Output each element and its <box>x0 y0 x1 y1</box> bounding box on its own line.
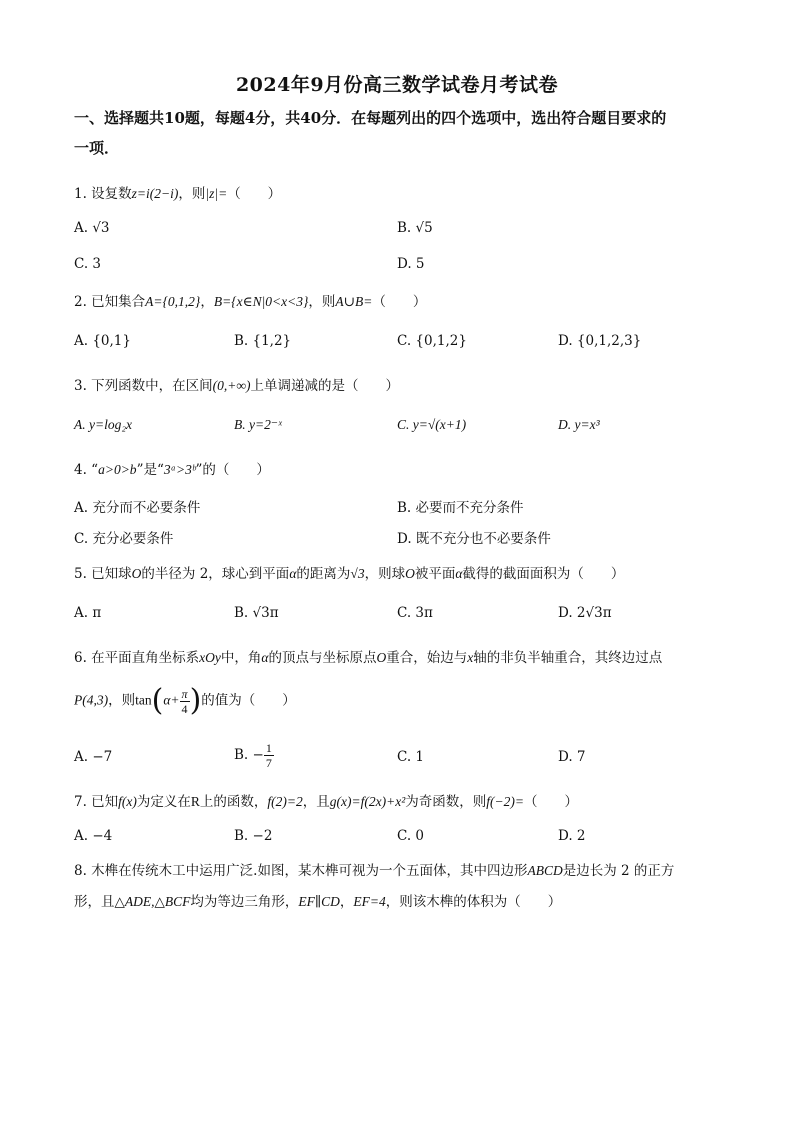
q5-option-c: C. 3π <box>397 605 433 621</box>
q2-union: A∪B= <box>335 294 373 309</box>
question-7-stem <box>74 790 734 810</box>
q5-o2: O <box>405 566 415 581</box>
q3-text-post: 上单调递减的是（ ） <box>250 378 400 394</box>
q5-text-b: 的距离为 <box>296 566 351 582</box>
q6-o: O <box>376 650 387 665</box>
q2-set-b: B={x∈N|0<x<3} <box>213 294 309 309</box>
q5-option-d: D. 2√3π <box>558 605 612 621</box>
q1-option-b: B. √5 <box>397 220 433 236</box>
q1-text-post: （ ） <box>227 186 282 202</box>
question-8-stem-line2 <box>74 890 734 910</box>
question-4-stem <box>74 458 734 478</box>
q6-text-post: 轴的非负半轴重合，其终边过点 <box>473 650 663 666</box>
q6-option-b-den: 7 <box>265 756 272 770</box>
q6-paren-left: ( <box>151 683 164 718</box>
q6-option-a: A. −7 <box>74 749 113 765</box>
q8-parallel: EF∥CD <box>298 894 340 909</box>
q4-text-pre: 4. “ <box>74 462 99 478</box>
q1-text-mid: ，则 <box>178 186 206 202</box>
q7-option-b: B. −2 <box>234 828 273 844</box>
q6-xoy: xOy <box>199 650 221 665</box>
q5-option-b: B. √3π <box>234 605 279 621</box>
q7-gx: g(x)=f(2x)+x² <box>329 794 406 809</box>
q1-expr: z=i(2−i) <box>131 186 179 201</box>
q5-text-d: 被平面 <box>414 566 456 582</box>
q4-cond2: 3ᵃ>3ᵇ <box>163 462 196 477</box>
q7-fx: f(x) <box>118 794 137 809</box>
question-1-stem <box>74 182 734 202</box>
q6-option-b-label: B. − <box>234 747 264 763</box>
q2-set-a: A={0,1,2} <box>145 294 201 309</box>
q2-text-pre: 2. 已知集合 <box>74 294 146 310</box>
q6-option-b <box>234 741 274 770</box>
q7-option-d: D. 2 <box>558 828 586 844</box>
q5-o1: O <box>131 566 142 581</box>
q7-option-a: A. −4 <box>74 828 113 844</box>
q3-text-pre: 3. 下列函数中，在区间 <box>74 378 213 394</box>
q4-cond1: a>0>b <box>98 462 137 477</box>
q2-option-d: D. {0,1,2,3} <box>558 333 642 349</box>
q6-text-pre: 6. 在平面直角坐标系 <box>74 650 200 666</box>
q1-option-a: A. √3 <box>74 220 110 236</box>
q5-text-c: ，则球 <box>364 566 406 582</box>
q6-text-c: 重合，始边与 <box>386 650 468 666</box>
q2-option-a: A. {0,1} <box>74 333 131 349</box>
q1-option-c: C. 3 <box>74 256 102 272</box>
q8-abcd: ABCD <box>527 863 563 878</box>
q7-f2: f(2)=2 <box>267 794 303 809</box>
section-heading-line2: 一项． <box>74 139 120 157</box>
q5-sqrt3: √3 <box>350 566 365 581</box>
q6-frac-num: π <box>181 686 188 701</box>
q8-text-pre: 8. 木榫在传统木工中运用广泛.如图，某木榫可视为一个五面体，其中四边形 <box>74 863 528 879</box>
q6-text-a: 中，角 <box>220 650 262 666</box>
q7-text-pre: 7. 已知 <box>74 794 119 810</box>
q6-point: P(4,3) <box>74 692 109 708</box>
q5-option-a: A. π <box>74 605 102 621</box>
q7-option-c: C. 0 <box>397 828 425 844</box>
q8-text-line2-post: ，则该木榫的体积为（ ） <box>385 894 562 910</box>
q4-option-b: B. 必要而不充分条件 <box>397 500 524 516</box>
q3-option-b: B. y=2⁻ˣ <box>234 417 282 432</box>
q5-alpha2: α <box>455 566 463 581</box>
q3-option-d: D. y=x³ <box>558 417 600 432</box>
q8-text-line2-b: ， <box>339 894 354 910</box>
q5-text-post: 截得的截面面积为（ ） <box>462 566 625 582</box>
q4-option-a: A. 充分而不必要条件 <box>74 500 201 516</box>
q7-text-d: 为奇函数，则 <box>405 794 487 810</box>
q2-option-c: C. {0,1,2} <box>397 333 467 349</box>
question-3-stem <box>74 374 734 394</box>
q3-interval: (0,+∞) <box>212 378 251 393</box>
q8-text-line2-pre: 形，且 <box>74 894 115 910</box>
q2-option-b: B. {1,2} <box>234 333 292 349</box>
q6-paren-right: ) <box>189 683 202 718</box>
q6-frac-den: 4 <box>181 701 188 716</box>
q1-abs: |z|= <box>205 186 228 201</box>
q5-alpha1: α <box>289 566 297 581</box>
q6-alpha: α <box>261 650 269 665</box>
q7-text-b: 上的函数， <box>199 794 268 810</box>
q6-fraction <box>180 687 190 716</box>
q6-option-b-fraction <box>264 741 274 770</box>
q6-text-line2a: ，则 <box>108 692 136 709</box>
q4-text-post: ”的（ ） <box>195 462 270 478</box>
q8-ef: EF=4 <box>353 894 386 909</box>
question-8-stem-line1 <box>74 859 734 879</box>
q6-option-b-num: 1 <box>265 741 272 755</box>
q6-tan: tan <box>135 692 152 708</box>
q4-option-c: C. 充分必要条件 <box>74 531 174 547</box>
q8-triangles: △ADE,△BCF <box>114 894 191 909</box>
q1-option-d: D. 5 <box>397 256 425 272</box>
q2-sep: ， <box>200 294 214 310</box>
q6-option-d: D. 7 <box>558 749 586 765</box>
q8-text-post: 是边长为 2 的正方 <box>562 863 675 879</box>
q7-text-a: 为定义在 <box>136 794 191 810</box>
question-5-stem <box>74 562 734 582</box>
q3-option-c: C. y=√(x+1) <box>397 417 467 432</box>
q6-x: x <box>467 650 474 665</box>
q6-text-line2-post: 的值为（ ） <box>201 692 296 709</box>
q2-text-mid: ，则 <box>308 294 336 310</box>
section-heading <box>74 103 734 163</box>
question-2-stem <box>74 290 734 310</box>
q6-text-b: 的顶点与坐标原点 <box>268 650 377 666</box>
section-heading-line1: 一、选择题共10题，每题4分，共40分．在每题列出的四个选项中，选出符合题目要求的 <box>74 109 667 127</box>
q7-fm2: f(−2)= <box>486 794 524 809</box>
q1-text-pre: 1. 设复数 <box>74 186 132 202</box>
question-6-stem-line2 <box>74 683 734 718</box>
q5-text-pre: 5. 已知球 <box>74 566 132 582</box>
q4-option-d: D. 既不充分也不必要条件 <box>397 531 551 547</box>
q2-text-post: （ ） <box>372 294 427 310</box>
q3-option-a: A. y=log₂x <box>74 417 133 432</box>
page-title: 2024年9月份高三数学试卷月考试卷 <box>235 74 559 96</box>
question-6-stem-line1 <box>74 646 734 666</box>
q7-r: R <box>190 794 200 809</box>
q6-option-c: C. 1 <box>397 749 425 765</box>
q7-text-post: （ ） <box>523 794 578 810</box>
q8-text-line2-a: 均为等边三角形， <box>190 894 299 910</box>
q7-text-c: ，且 <box>302 794 330 810</box>
q5-text-a: 的半径为 2，球心到平面 <box>141 566 290 582</box>
q4-text-mid: ”是“ <box>136 462 164 478</box>
q6-alpha-plus: α+ <box>163 692 180 708</box>
